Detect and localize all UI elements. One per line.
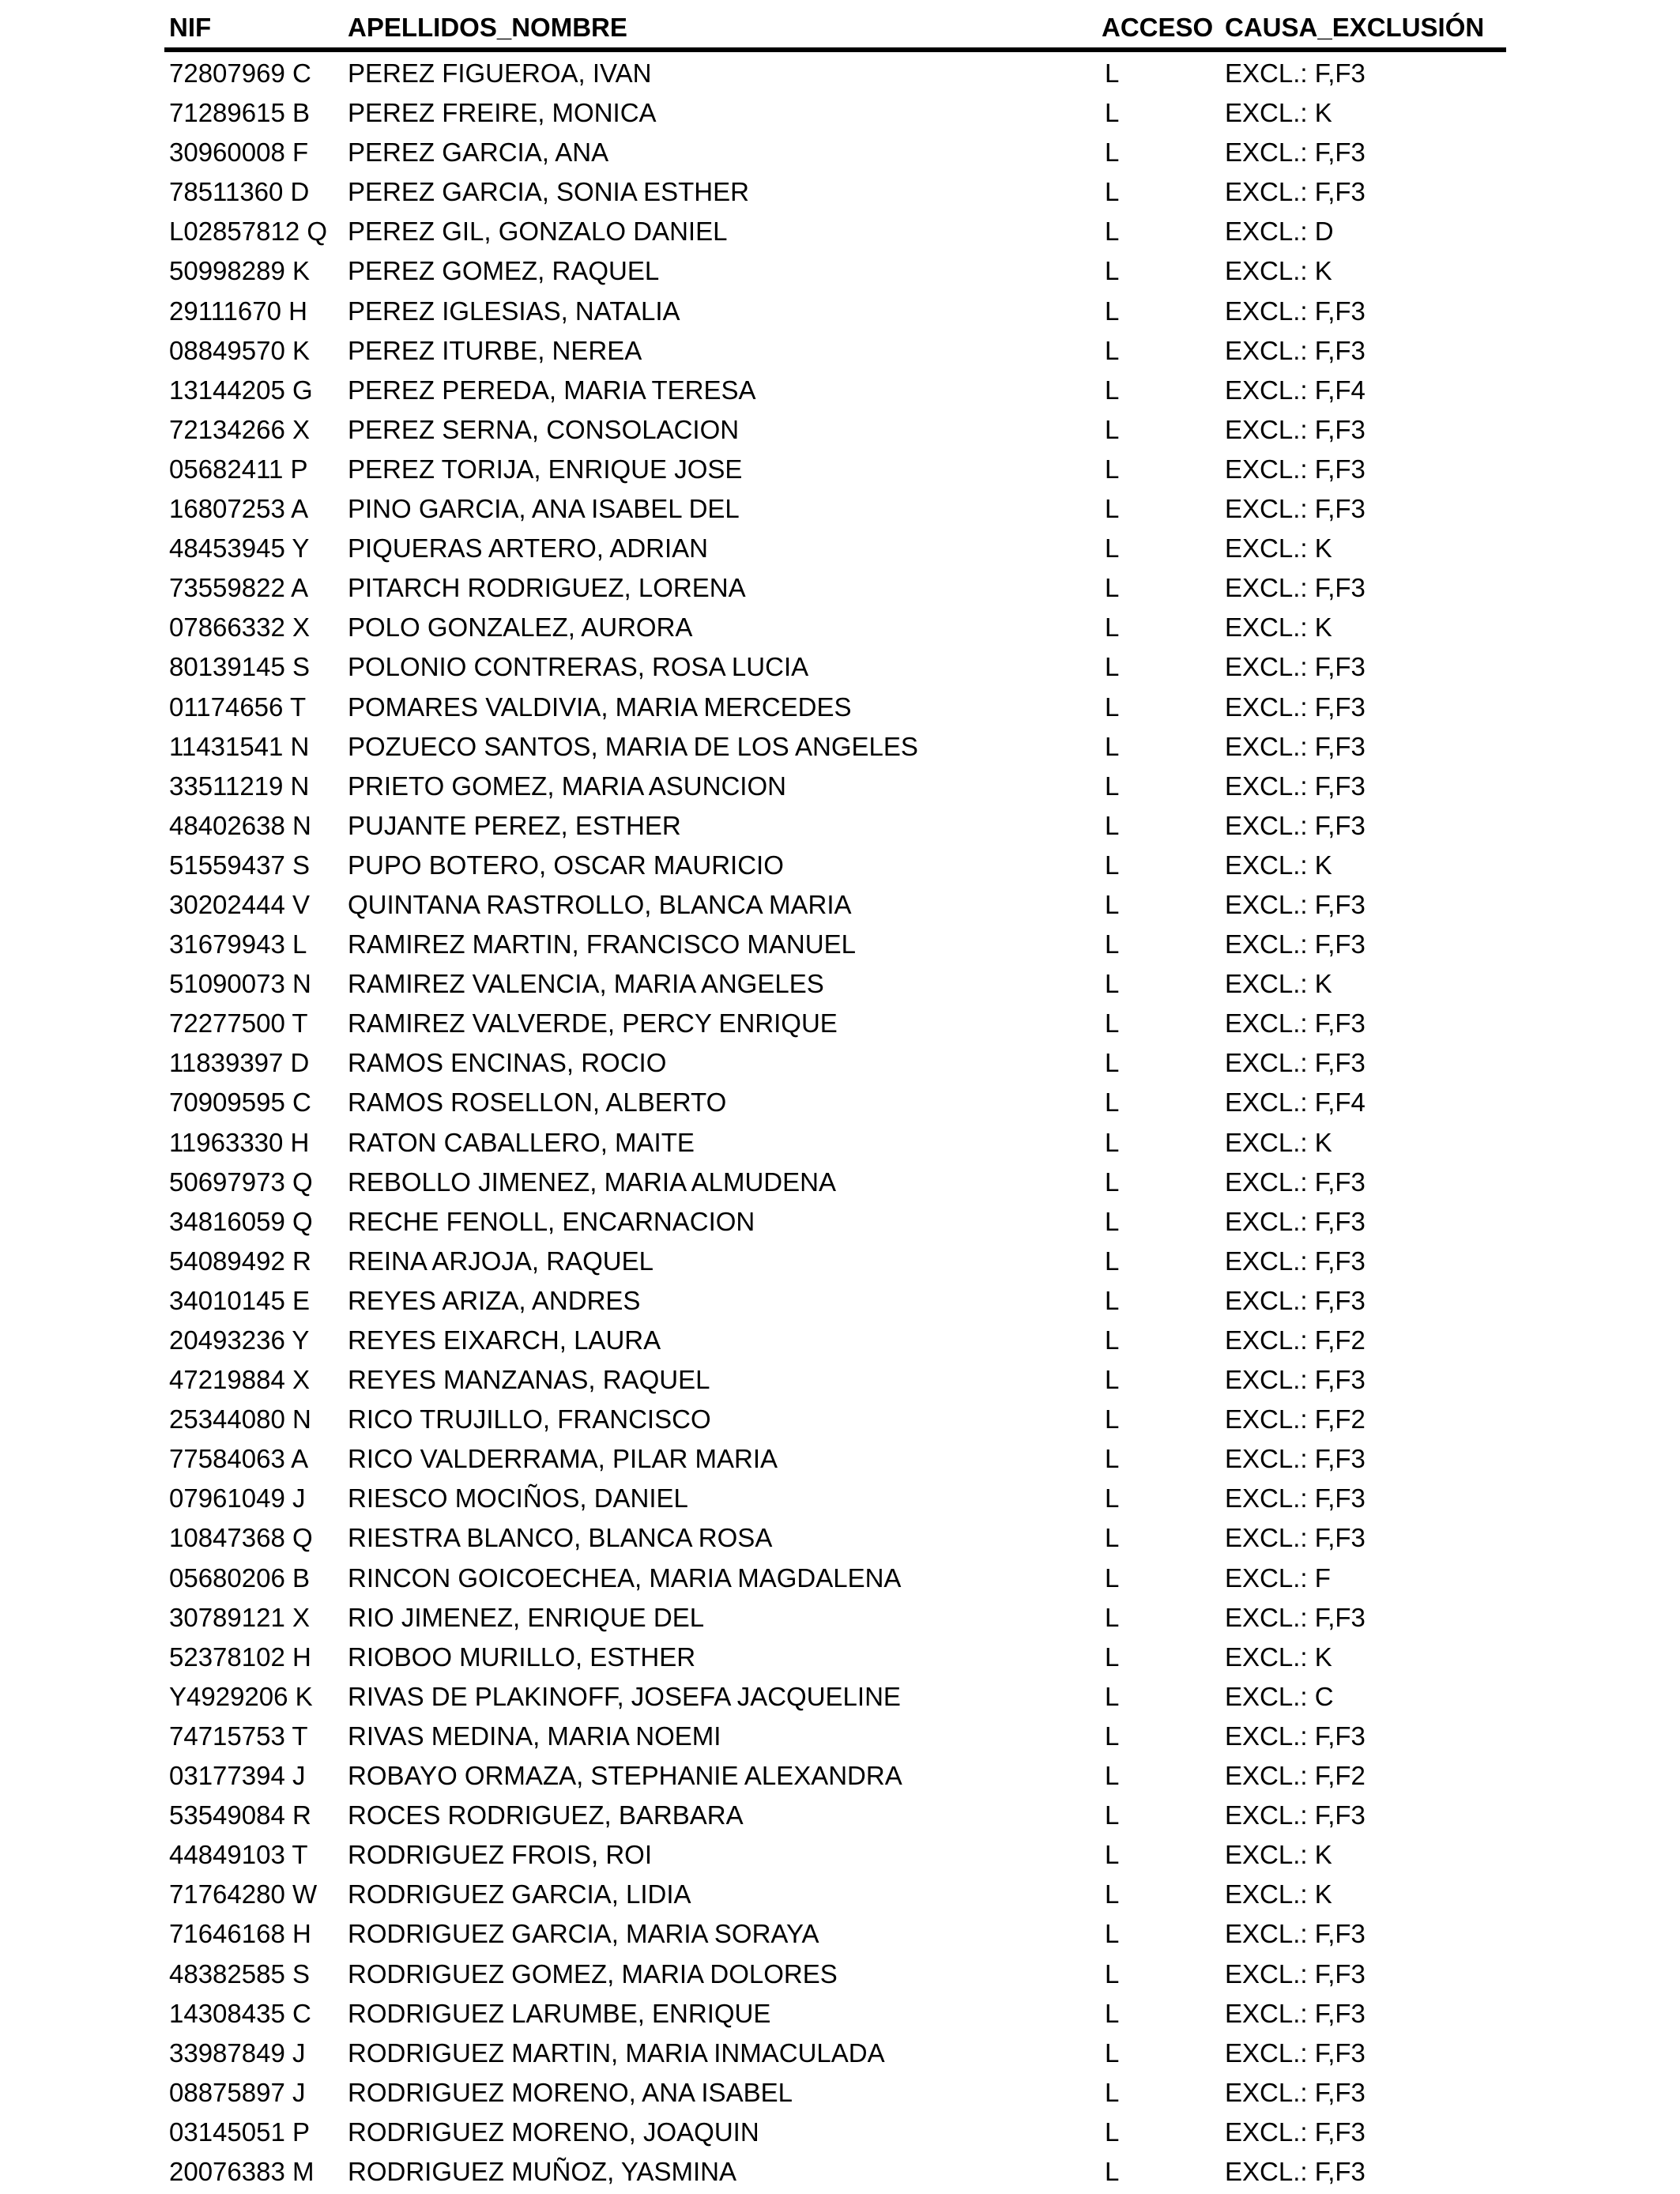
cell-causa-exclusion: EXCL.: F,F2 [1225,1325,1365,1355]
header-acceso: ACCESO [1102,13,1214,42]
cell-causa-exclusion: EXCL.: F,F3 [1225,1958,1365,1989]
cell-acceso: L [1105,533,1120,564]
table-row [0,1202,1680,1242]
cell-nif: 01174656 T [169,692,307,722]
cell-apellidos-nombre: RATON CABALLERO, MAITE [348,1127,695,1157]
cell-nif: 14308435 C [169,1998,311,2028]
table-row [0,1598,1680,1638]
cell-causa-exclusion: EXCL.: F,F3 [1225,414,1365,444]
cell-apellidos-nombre: RODRIGUEZ GOMEZ, MARIA DOLORES [348,1958,838,1989]
cell-nif: 20076383 M [169,2156,315,2186]
cell-causa-exclusion: EXCL.: F,F3 [1225,1721,1365,1751]
table-body [0,54,1680,2192]
table-row [0,331,1680,371]
cell-causa-exclusion: EXCL.: K [1225,1840,1332,1870]
cell-apellidos-nombre: PEREZ GARCIA, ANA [348,138,609,168]
cell-causa-exclusion: EXCL.: K [1225,613,1332,643]
cell-nif: 34010145 E [169,1285,311,1315]
table-row [0,2113,1680,2152]
cell-acceso: L [1105,1365,1120,1395]
cell-apellidos-nombre: RODRIGUEZ GARCIA, MARIA SORAYA [348,1919,819,1949]
cell-acceso: L [1105,217,1120,247]
cell-nif: 72807969 C [169,58,311,88]
cell-apellidos-nombre: RODRIGUEZ MORENO, JOAQUIN [348,2117,759,2147]
cell-causa-exclusion: EXCL.: F,F3 [1225,1167,1365,1197]
table-row [0,1756,1680,1796]
cell-nif: 03145051 P [169,2117,311,2147]
cell-nif: 33511219 N [169,771,310,801]
cell-nif: 77584063 A [169,1444,309,1474]
table-row [0,846,1680,885]
cell-causa-exclusion: EXCL.: F,F3 [1225,335,1365,365]
cell-acceso: L [1105,1879,1120,1909]
cell-nif: 11963330 H [169,1127,310,1157]
cell-nif: 48382585 S [169,1958,311,1989]
cell-causa-exclusion: EXCL.: F,F3 [1225,1365,1365,1395]
cell-apellidos-nombre: RODRIGUEZ GARCIA, LIDIA [348,1879,691,1909]
cell-acceso: L [1105,256,1120,286]
table-row [0,212,1680,251]
table-row [0,2073,1680,2113]
cell-causa-exclusion: EXCL.: F,F3 [1225,929,1365,959]
cell-apellidos-nombre: RIVAS DE PLAKINOFF, JOSEFA JACQUELINE [348,1681,901,1711]
cell-acceso: L [1105,850,1120,880]
table-row [0,2152,1680,2192]
cell-nif: 11431541 N [169,731,310,761]
cell-apellidos-nombre: RODRIGUEZ MARTIN, MARIA INMACULADA [348,2038,885,2068]
cell-acceso: L [1105,1523,1120,1553]
cell-apellidos-nombre: RICO VALDERRAMA, PILAR MARIA [348,1444,778,1474]
cell-nif: 25344080 N [169,1404,311,1434]
cell-apellidos-nombre: PEREZ PEREDA, MARIA TERESA [348,375,756,405]
cell-causa-exclusion: EXCL.: F,F2 [1225,1761,1365,1791]
cell-acceso: L [1105,1800,1120,1830]
cell-acceso: L [1105,1602,1120,1632]
cell-nif: 50998289 K [169,256,311,286]
cell-apellidos-nombre: ROBAYO ORMAZA, STEPHANIE ALEXANDRA [348,1761,902,1791]
cell-acceso: L [1105,1840,1120,1870]
cell-acceso: L [1105,1483,1120,1514]
cell-acceso: L [1105,1721,1120,1751]
cell-nif: 48402638 N [169,810,311,840]
cell-causa-exclusion: EXCL.: F,F3 [1225,2117,1365,2147]
cell-nif: 31679943 L [169,929,307,959]
cell-nif: 07961049 J [169,1483,306,1514]
cell-apellidos-nombre: PEREZ SERNA, CONSOLACION [348,414,740,444]
cell-causa-exclusion: EXCL.: F,F3 [1225,454,1365,484]
cell-causa-exclusion: EXCL.: F,F3 [1225,296,1365,326]
table-row [0,450,1680,489]
cell-apellidos-nombre: PEREZ GOMEZ, RAQUEL [348,256,660,286]
table-row [0,410,1680,450]
table-row [0,371,1680,410]
cell-apellidos-nombre: QUINTANA RASTROLLO, BLANCA MARIA [348,889,852,919]
cell-acceso: L [1105,1167,1120,1197]
header-apellidos-nombre: APELLIDOS_NOMBRE [348,13,627,42]
table-row [0,54,1680,93]
table-row [0,1914,1680,1954]
cell-causa-exclusion: EXCL.: F,F3 [1225,1048,1365,1078]
cell-acceso: L [1105,1246,1120,1276]
table-header [169,11,1505,44]
cell-acceso: L [1105,1404,1120,1434]
cell-apellidos-nombre: PEREZ FIGUEROA, IVAN [348,58,652,88]
cell-acceso: L [1105,1563,1120,1593]
cell-apellidos-nombre: PITARCH RODRIGUEZ, LORENA [348,573,746,603]
cell-nif: 71764280 W [169,1879,318,1909]
cell-nif: 51559437 S [169,850,311,880]
cell-nif: 34816059 Q [169,1206,313,1236]
cell-causa-exclusion: EXCL.: F,F3 [1225,771,1365,801]
cell-apellidos-nombre: PEREZ GARCIA, SONIA ESTHER [348,177,749,207]
cell-nif: 10847368 Q [169,1523,313,1553]
table-row [0,2034,1680,2073]
cell-acceso: L [1105,1325,1120,1355]
cell-apellidos-nombre: REYES EIXARCH, LAURA [348,1325,661,1355]
cell-causa-exclusion: EXCL.: F,F3 [1225,652,1365,682]
header-nif: NIF [169,13,212,42]
cell-causa-exclusion: EXCL.: F,F3 [1225,2156,1365,2186]
cell-acceso: L [1105,1088,1120,1118]
cell-nif: 29111670 H [169,296,307,326]
cell-apellidos-nombre: POLONIO CONTRERAS, ROSA LUCIA [348,652,809,682]
table-row [0,885,1680,925]
cell-acceso: L [1105,1998,1120,2028]
cell-acceso: L [1105,2077,1120,2107]
cell-acceso: L [1105,375,1120,405]
cell-apellidos-nombre: RINCON GOICOECHEA, MARIA MAGDALENA [348,1563,902,1593]
cell-nif: 54089492 R [169,1246,311,1276]
cell-apellidos-nombre: ROCES RODRIGUEZ, BARBARA [348,1800,744,1830]
cell-nif: 05680206 B [169,1563,311,1593]
table-row [0,292,1680,331]
cell-acceso: L [1105,177,1120,207]
cell-apellidos-nombre: RAMOS ENCINAS, ROCIO [348,1048,667,1078]
cell-nif: 73559822 A [169,573,309,603]
cell-causa-exclusion: EXCL.: K [1225,1642,1332,1672]
cell-causa-exclusion: EXCL.: F,F3 [1225,58,1365,88]
cell-acceso: L [1105,1048,1120,1078]
cell-causa-exclusion: EXCL.: D [1225,217,1334,247]
cell-nif: 74715753 T [169,1721,308,1751]
cell-causa-exclusion: EXCL.: F,F3 [1225,889,1365,919]
table-row [0,608,1680,647]
cell-apellidos-nombre: POLO GONZALEZ, AURORA [348,613,693,643]
cell-causa-exclusion: EXCL.: F,F3 [1225,1998,1365,2028]
cell-causa-exclusion: EXCL.: F,F3 [1225,494,1365,524]
cell-apellidos-nombre: RIESCO MOCIÑOS, DANIEL [348,1483,688,1514]
table-row [0,964,1680,1004]
header-rule [164,47,1506,52]
table-row [0,1835,1680,1875]
cell-nif: 30202444 V [169,889,311,919]
cell-acceso: L [1105,692,1120,722]
cell-nif: 20493236 Y [169,1325,310,1355]
cell-causa-exclusion: EXCL.: F,F3 [1225,731,1365,761]
table-row [0,1281,1680,1321]
cell-apellidos-nombre: RICO TRUJILLO, FRANCISCO [348,1404,711,1434]
cell-apellidos-nombre: RAMIREZ VALENCIA, MARIA ANGELES [348,969,824,999]
cell-apellidos-nombre: RODRIGUEZ MORENO, ANA ISABEL [348,2077,793,2107]
cell-acceso: L [1105,335,1120,365]
table-row [0,1242,1680,1281]
table-row [0,1677,1680,1717]
cell-acceso: L [1105,2038,1120,2068]
cell-apellidos-nombre: POMARES VALDIVIA, MARIA MERCEDES [348,692,852,722]
cell-nif: 50697973 Q [169,1167,313,1197]
cell-acceso: L [1105,1958,1120,1989]
cell-acceso: L [1105,296,1120,326]
table-row [0,1994,1680,2034]
cell-nif: 51090073 N [169,969,311,999]
cell-acceso: L [1105,414,1120,444]
cell-causa-exclusion: EXCL.: K [1225,1127,1332,1157]
cell-causa-exclusion: EXCL.: F,F4 [1225,1088,1365,1118]
cell-causa-exclusion: EXCL.: F,F3 [1225,573,1365,603]
table-row [0,568,1680,608]
cell-causa-exclusion: EXCL.: K [1225,533,1332,564]
cell-apellidos-nombre: RAMIREZ MARTIN, FRANCISCO MANUEL [348,929,856,959]
table-row [0,767,1680,806]
cell-acceso: L [1105,1919,1120,1949]
table-row [0,1875,1680,1914]
cell-apellidos-nombre: PUJANTE PEREZ, ESTHER [348,810,681,840]
cell-causa-exclusion: EXCL.: F,F3 [1225,810,1365,840]
table-row [0,93,1680,133]
cell-apellidos-nombre: REYES MANZANAS, RAQUEL [348,1365,710,1395]
table-row [0,1163,1680,1202]
cell-apellidos-nombre: PUPO BOTERO, OSCAR MAURICIO [348,850,784,880]
cell-nif: 72277500 T [169,1008,308,1039]
cell-apellidos-nombre: RODRIGUEZ FROIS, ROI [348,1840,653,1870]
cell-acceso: L [1105,573,1120,603]
cell-apellidos-nombre: PEREZ FREIRE, MONICA [348,98,657,128]
cell-apellidos-nombre: REYES ARIZA, ANDRES [348,1285,641,1315]
cell-acceso: L [1105,613,1120,643]
cell-causa-exclusion: EXCL.: K [1225,969,1332,999]
cell-causa-exclusion: EXCL.: F,F3 [1225,1246,1365,1276]
cell-causa-exclusion: EXCL.: F,F3 [1225,1800,1365,1830]
cell-apellidos-nombre: PINO GARCIA, ANA ISABEL DEL [348,494,740,524]
cell-causa-exclusion: EXCL.: K [1225,256,1332,286]
table-row [0,688,1680,727]
cell-acceso: L [1105,969,1120,999]
cell-causa-exclusion: EXCL.: F,F3 [1225,1206,1365,1236]
cell-nif: 71646168 H [169,1919,311,1949]
table-row [0,1518,1680,1558]
cell-nif: 53549084 R [169,1800,311,1830]
cell-acceso: L [1105,652,1120,682]
cell-nif: 47219884 X [169,1365,311,1395]
cell-acceso: L [1105,2117,1120,2147]
cell-apellidos-nombre: PEREZ GIL, GONZALO DANIEL [348,217,728,247]
cell-causa-exclusion: EXCL.: F,F3 [1225,1523,1365,1553]
cell-acceso: L [1105,771,1120,801]
cell-nif: L02857812 Q [169,217,328,247]
cell-apellidos-nombre: POZUECO SANTOS, MARIA DE LOS ANGELES [348,731,918,761]
cell-nif: 48453945 Y [169,533,310,564]
cell-nif: 33987849 J [169,2038,306,2068]
cell-nif: 08875897 J [169,2077,306,2107]
cell-acceso: L [1105,1008,1120,1039]
cell-apellidos-nombre: RIO JIMENEZ, ENRIQUE DEL [348,1602,705,1632]
table-row [0,1796,1680,1835]
cell-apellidos-nombre: PEREZ ITURBE, NEREA [348,335,642,365]
cell-nif: 52378102 H [169,1642,311,1672]
cell-nif: Y4929206 K [169,1681,313,1711]
cell-nif: 70909595 C [169,1088,311,1118]
table-row [0,806,1680,846]
cell-causa-exclusion: EXCL.: F,F3 [1225,2077,1365,2107]
cell-apellidos-nombre: PEREZ IGLESIAS, NATALIA [348,296,680,326]
table-row [0,1479,1680,1518]
cell-apellidos-nombre: REBOLLO JIMENEZ, MARIA ALMUDENA [348,1167,836,1197]
table-row [0,172,1680,212]
table-row [0,1123,1680,1163]
cell-apellidos-nombre: RIESTRA BLANCO, BLANCA ROSA [348,1523,773,1553]
table-row [0,1638,1680,1677]
cell-acceso: L [1105,138,1120,168]
cell-nif: 13144205 G [169,375,313,405]
cell-apellidos-nombre: RIVAS MEDINA, MARIA NOEMI [348,1721,721,1751]
cell-causa-exclusion: EXCL.: F,F3 [1225,1483,1365,1514]
cell-nif: 30960008 F [169,138,309,168]
cell-causa-exclusion: EXCL.: F,F3 [1225,1444,1365,1474]
table-row [0,647,1680,687]
cell-apellidos-nombre: PIQUERAS ARTERO, ADRIAN [348,533,709,564]
table-row [0,489,1680,529]
cell-causa-exclusion: EXCL.: F,F3 [1225,692,1365,722]
cell-nif: 11839397 D [169,1048,310,1078]
cell-acceso: L [1105,494,1120,524]
cell-nif: 78511360 D [169,177,310,207]
cell-causa-exclusion: EXCL.: F,F2 [1225,1404,1365,1434]
table-row [0,1004,1680,1043]
cell-acceso: L [1105,889,1120,919]
table-row [0,1717,1680,1756]
cell-acceso: L [1105,1642,1120,1672]
cell-causa-exclusion: EXCL.: K [1225,1879,1332,1909]
cell-acceso: L [1105,929,1120,959]
cell-acceso: L [1105,1761,1120,1791]
cell-nif: 07866332 X [169,613,311,643]
cell-causa-exclusion: EXCL.: F,F3 [1225,1602,1365,1632]
cell-causa-exclusion: EXCL.: K [1225,850,1332,880]
table-row [0,1955,1680,1994]
cell-nif: 08849570 K [169,335,311,365]
cell-causa-exclusion: EXCL.: F [1225,1563,1331,1593]
cell-causa-exclusion: EXCL.: C [1225,1681,1334,1711]
table-row [0,133,1680,172]
cell-nif: 80139145 S [169,652,311,682]
table-row [0,1043,1680,1083]
cell-acceso: L [1105,98,1120,128]
table-row [0,1400,1680,1439]
cell-apellidos-nombre: REINA ARJOJA, RAQUEL [348,1246,654,1276]
cell-acceso: L [1105,58,1120,88]
cell-acceso: L [1105,2156,1120,2186]
cell-acceso: L [1105,1444,1120,1474]
cell-acceso: L [1105,1285,1120,1315]
cell-causa-exclusion: EXCL.: K [1225,98,1332,128]
cell-causa-exclusion: EXCL.: F,F3 [1225,177,1365,207]
table-row [0,727,1680,767]
table-row [0,529,1680,568]
table-row [0,1321,1680,1360]
cell-apellidos-nombre: RAMIREZ VALVERDE, PERCY ENRIQUE [348,1008,838,1039]
cell-causa-exclusion: EXCL.: F,F3 [1225,138,1365,168]
cell-nif: 71289615 B [169,98,311,128]
table-row [0,251,1680,291]
cell-causa-exclusion: EXCL.: F,F3 [1225,1008,1365,1039]
table-row [0,925,1680,964]
cell-causa-exclusion: EXCL.: F,F4 [1225,375,1365,405]
cell-acceso: L [1105,1206,1120,1236]
cell-acceso: L [1105,1127,1120,1157]
cell-apellidos-nombre: RODRIGUEZ LARUMBE, ENRIQUE [348,1998,771,2028]
table-row [0,1439,1680,1479]
header-causa-exclusion: CAUSA_EXCLUSIÓN [1225,13,1485,42]
table-row [0,1083,1680,1122]
cell-acceso: L [1105,810,1120,840]
cell-nif: 16807253 A [169,494,309,524]
cell-nif: 05682411 P [169,454,308,484]
cell-causa-exclusion: EXCL.: F,F3 [1225,1919,1365,1949]
cell-causa-exclusion: EXCL.: F,F3 [1225,2038,1365,2068]
cell-apellidos-nombre: RECHE FENOLL, ENCARNACION [348,1206,755,1236]
cell-apellidos-nombre: PEREZ TORIJA, ENRIQUE JOSE [348,454,743,484]
cell-nif: 72134266 X [169,414,311,444]
cell-causa-exclusion: EXCL.: F,F3 [1225,1285,1365,1315]
cell-nif: 30789121 X [169,1602,311,1632]
cell-apellidos-nombre: RIOBOO MURILLO, ESTHER [348,1642,696,1672]
cell-nif: 44849103 T [169,1840,308,1870]
cell-acceso: L [1105,731,1120,761]
table-row [0,1559,1680,1598]
cell-nif: 03177394 J [169,1761,306,1791]
cell-acceso: L [1105,1681,1120,1711]
cell-apellidos-nombre: RAMOS ROSELLON, ALBERTO [348,1088,727,1118]
table-row [0,1360,1680,1400]
cell-apellidos-nombre: RODRIGUEZ MUÑOZ, YASMINA [348,2156,736,2186]
cell-acceso: L [1105,454,1120,484]
cell-apellidos-nombre: PRIETO GOMEZ, MARIA ASUNCION [348,771,786,801]
